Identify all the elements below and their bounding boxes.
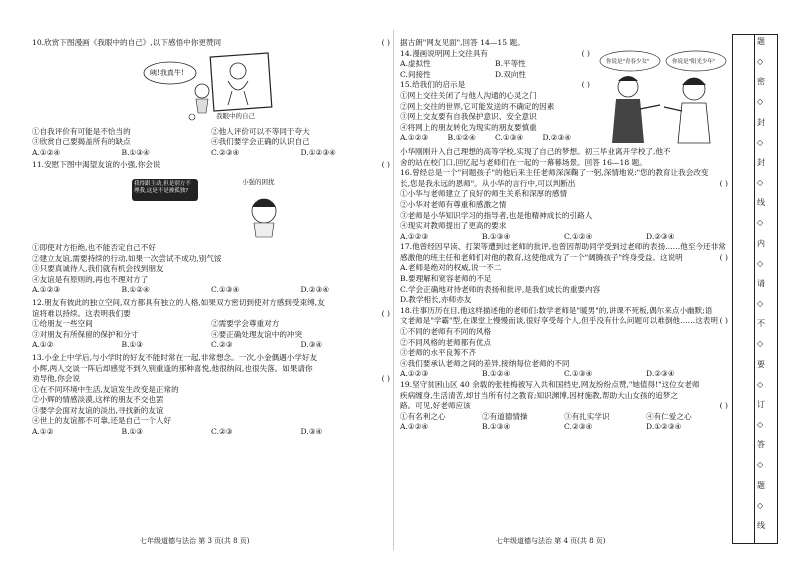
seal-diamond: ◇	[757, 460, 764, 470]
option-a: A.①②③	[400, 231, 429, 241]
answer-parentheses: ( )	[381, 308, 390, 318]
question-18-cont	[400, 316, 728, 327]
question-stem: 感激他的班主任和老师们对他的教育,这使他成为了一个"阔腾孩子"终身受益。这说明	[400, 252, 683, 262]
statement-1: ①小华与老师建立了良好的师生关系和深厚的感情	[400, 189, 568, 199]
answer-parentheses: ( )	[719, 178, 728, 188]
statement-4: ④我们要学会正确的认识自己	[211, 137, 310, 147]
option-a: A.①②	[32, 427, 54, 437]
seal-diamond: ◇	[757, 379, 764, 389]
option-row	[400, 232, 728, 243]
question-stem: 10.欣赏下图漫画《我眼中的自己》,以下感悟中你更赞同	[32, 38, 222, 47]
option-b: B.①③	[121, 427, 144, 437]
answer-parentheses: ( )	[381, 160, 390, 170]
option-b: B.①③④	[482, 422, 511, 432]
cartoon-drawing	[32, 173, 390, 239]
seal-char: 订	[757, 399, 765, 409]
passage-line-2: 舍的站在校门口,回忆起与老师们在一起的一幕幕场景。回答 16—18 题。	[400, 157, 647, 167]
statement-1: ①在不同环境中生活,友谊发生改变是正常的	[32, 384, 179, 394]
statement-4: ④将网上的朋友转化为现实的朋友要慎重	[400, 122, 537, 132]
option-b: B.要理解和宽容老师的不足	[400, 274, 492, 284]
seal-char: 题	[757, 37, 765, 46]
question-12-cont	[32, 309, 390, 320]
option-c: C.②③④	[211, 147, 240, 157]
right-column	[400, 38, 728, 433]
cartoon-caption: 我眼中的自己	[216, 111, 255, 120]
statement-1: ①给朋友一些空间	[32, 319, 93, 329]
statement-3: ③欣赏自己要揭盖所有的缺点	[32, 137, 131, 147]
option-d: D.①②③④	[300, 147, 336, 157]
cartoon-drawing	[32, 51, 390, 123]
option-c: C.①③④	[211, 285, 240, 295]
seal-divider-line	[754, 35, 755, 543]
seal-diamond: ◇	[757, 500, 764, 510]
cartoon-bubble-left: 你说是"青春少女"	[606, 58, 650, 65]
statement-row	[32, 330, 390, 341]
statement-2: ②不同风格的老师都有优点	[400, 337, 492, 347]
question-stem: 谊将难以持续。这表明我们要	[32, 308, 131, 318]
statement-1: ①不同的老师有不同的风格	[400, 327, 492, 337]
cartoon-self-image	[32, 51, 390, 123]
option-c: C.②③④	[564, 422, 593, 432]
cartoon-bubble-text: 我得跟主动,但是别方不理我,这是不是被孤独?	[134, 180, 191, 194]
option-row	[400, 422, 728, 433]
option-a: A.①②	[32, 340, 54, 350]
option-b: B.①②④	[121, 285, 150, 295]
statement-1: ①有名利之心	[400, 411, 446, 421]
statement-2: ②有道德情操	[482, 411, 528, 421]
statement-row	[400, 412, 728, 423]
option-row	[400, 369, 728, 380]
statement-3: ③只要真诚待人,我们就有机会找到朋友	[32, 264, 164, 274]
option-c: C.间接性	[400, 69, 431, 79]
page-footer-right: 七年级道德与法治 第 4 页(共 8 页)	[496, 537, 606, 545]
option-row	[32, 427, 390, 438]
statement-2: ②他人评价可以不等同于夸大	[211, 126, 310, 136]
option-d: D.③④	[300, 340, 323, 350]
question-13-cont	[32, 374, 390, 385]
statement-3: ③老师的水平良莠不齐	[400, 348, 476, 358]
question-stem: 长,您是我永远的恩师"。从小华的言行中,可以判断出	[400, 178, 576, 188]
seal-diamond: ◇	[757, 178, 764, 188]
passage-line-1: 小华刚刚升入自己理想的高等学校,实现了自己的梦想。初三毕业离开学校了,他不	[400, 146, 671, 156]
intro-text: 据古朗"网友见面",回答 14—15 题。	[400, 38, 525, 47]
statement-3: ③有扎实学识	[564, 411, 610, 421]
cartoon-bubble-right: 你说是"阳光少年"	[672, 58, 716, 65]
option-b: B.①②④	[447, 133, 476, 143]
option-d: D.②③④	[646, 369, 675, 379]
question-19-cont	[400, 401, 728, 412]
statement-2: ②网上交往的世界,它可能发送的不确定的因素	[400, 101, 555, 111]
seal-char: 不	[757, 319, 765, 329]
question-stem: 路。可见,好老师应该	[400, 401, 471, 411]
question-12: 12.朋友有彼此的独立空间,双方都具有独立的人格,如果双方密切到使对方感到受束缚,友	[32, 297, 325, 307]
seal-char: 要	[757, 359, 765, 369]
seal-char: 线	[757, 520, 765, 530]
seal-diamond: ◇	[757, 258, 764, 268]
option-row	[32, 285, 390, 296]
seal-diamond: ◇	[757, 420, 764, 430]
option-a: A.老师是绝对的权威,说一不二	[400, 263, 502, 273]
option-a: A.①②③	[32, 285, 61, 295]
statement-2: ②建立友谊,需要持续的行动,如果一次尝试不成功,别气馁	[32, 253, 222, 263]
option-d: D.教学相长,亦师亦友	[400, 295, 472, 305]
question-14	[400, 49, 590, 60]
question-11	[32, 160, 390, 171]
statement-4: ④有仁爱之心	[646, 411, 692, 421]
statement-3: ③要学会面对友谊的淡出,寻找新的友谊	[32, 405, 164, 415]
statement-4: ④世上的友谊都不可靠,还是自己一个人好	[32, 416, 172, 426]
statement-row	[32, 137, 390, 148]
statement-3: ③对朋友有所保留的保护和分寸	[32, 329, 139, 339]
option-b: B.平等性	[495, 59, 526, 69]
cartoon-xiaoqiang	[32, 173, 390, 239]
seal-strip	[732, 34, 778, 544]
left-column	[32, 38, 390, 438]
question-13: 13.小金上中学后,与小学时的好友不能时常在一起,非常想念。一次,小金偶遇小学好友	[32, 352, 318, 362]
seal-char: 请	[757, 278, 765, 288]
option-b: B.①③④	[121, 147, 150, 157]
cartoon-netfriends	[598, 47, 728, 147]
question-16-cont	[400, 179, 728, 190]
statement-2: ②小辉的情感淡漠,这样的朋友不交也罢	[32, 395, 164, 405]
question-10	[32, 38, 390, 49]
option-a: A.虚拟性	[400, 59, 431, 69]
seal-char: 密	[757, 77, 765, 87]
question-stem: 文老师是"学霸"型,在课堂上慢慢而谈,很好享受每个人,但乎没有什么问题可以难倒他……这表明	[400, 316, 718, 326]
answer-parentheses: ( )	[381, 38, 390, 47]
seal-char: 答	[757, 440, 765, 450]
statement-1: ①自我评价有可能是不恰当的	[32, 126, 131, 136]
question-17-cont	[400, 253, 728, 264]
question-18: 18.往事历历在目,他这样描述他的老师们:数学老师是"暖男"的,讲课不死板,偶尔来点小幽默;语	[400, 305, 713, 315]
statement-row	[32, 127, 390, 138]
question-stem: 15.给我们的启示是	[400, 80, 466, 90]
cartoon-bubble-text: 咦!我真牛!	[150, 68, 184, 77]
option-row	[400, 70, 590, 81]
question-15	[400, 80, 590, 91]
seal-diamond: ◇	[757, 137, 764, 147]
answer-parentheses: ( )	[719, 401, 728, 411]
option-b: B.①③	[121, 340, 144, 350]
option-c: C.①③④	[495, 133, 524, 143]
seal-char: 题	[757, 480, 765, 490]
seal-char: 线	[757, 198, 765, 208]
statement-4: ④我们要承认老师之间的差异,接纳每位老师的不同	[400, 358, 570, 368]
column-divider	[393, 30, 394, 550]
option-d: D.③④	[300, 427, 323, 437]
answer-parentheses: ( )	[719, 316, 728, 326]
seal-diamond: ◇	[757, 57, 764, 67]
option-d: D.②③④	[542, 133, 572, 143]
answer-parentheses: ( )	[381, 374, 390, 384]
answer-parentheses: ( )	[581, 80, 590, 90]
option-c: C.①③④	[564, 369, 593, 379]
option-c: C.②③	[211, 427, 233, 437]
option-c: C.①②④	[564, 231, 593, 241]
option-d: D.①②③④	[646, 422, 682, 432]
option-b: B.①③④	[482, 231, 511, 241]
seal-char: 封	[757, 157, 765, 167]
statement-1: ①网上交往关闭了与他人沟通的心灵之门	[400, 90, 537, 100]
question-19: 19.坚守贫困山区 40 余载的张桂梅被写入共和国档史,网友纷纷点赞,"她值得!"这位女老师	[400, 380, 700, 389]
statement-4: ④现实对教师提出了更高的要求	[400, 221, 507, 231]
statement-4: ④要正确处理友谊中的冲突	[211, 329, 303, 339]
question-17: 17.他曾经因早读、打架等遭到过老师的批评,也曾因帮助同学受到过老师的表扬……他至今还非常	[400, 242, 726, 252]
statement-3: ③网上交友要有自我保护意识、安全意识	[400, 112, 537, 122]
statement-1: ①即使对方拒绝,也不能否定自己不好	[32, 242, 156, 252]
question-16: 16.曾经总是一个"问题孩子"的他后来主任老师深深鞠了一躬,深情地说:"您的教育让我会改变	[400, 168, 709, 178]
statement-3: ③老师是小华知识学习的指导者,也是他精神成长的引路人	[400, 210, 593, 220]
option-row	[32, 340, 390, 351]
option-a: A.①②③	[400, 369, 429, 379]
question-stem: 11.安慰下图中渴望友谊的小强,你会说	[32, 160, 161, 170]
option-c: C.学会正确地对待老师的表扬和批评,是我们成长的重要内容	[400, 284, 601, 294]
statement-4: ④友谊是有原则的,再也不理对方了	[32, 274, 149, 284]
option-a: A.①②④	[400, 422, 429, 432]
question-19-cont: 疾病缠身,生活清苦,却甘当所有付之教育;知识渊博,因材施教,帮助大山女孩的追梦之	[400, 390, 678, 400]
option-d: D.②③④	[646, 231, 675, 241]
option-a: A.①②③	[400, 133, 429, 143]
seal-diamond: ◇	[757, 339, 764, 349]
answer-parentheses: ( )	[581, 48, 590, 58]
seal-diamond: ◇	[757, 299, 764, 309]
page-footer-left: 七年级道德与法治 第 3 页(共 8 页)	[140, 537, 250, 545]
option-b: B.①②④	[482, 369, 511, 379]
question-14-15-block	[400, 49, 728, 144]
statement-2: ②小华对老师有尊重和感激之情	[400, 199, 507, 209]
question-13-cont: 小辉,两人交谈一阵后却感觉不到久别重逢的那种喜悦,他很纳闷,也很失落。如果请你	[32, 363, 313, 373]
option-c: C.②③	[211, 340, 233, 350]
option-row	[400, 59, 590, 70]
seal-char: 封	[757, 117, 765, 127]
statement-row	[32, 319, 390, 330]
option-d: D.②③④	[300, 285, 330, 295]
question-stem: 14.漫画说明网上交往具有	[400, 48, 489, 58]
option-row	[400, 133, 590, 144]
option-a: A.①②④	[32, 147, 61, 157]
cartoon-caption: 小强的困扰	[242, 177, 275, 186]
option-row	[32, 148, 390, 159]
seal-char: 内	[757, 238, 765, 248]
answer-parentheses: ( )	[719, 252, 728, 262]
seal-diamond: ◇	[757, 218, 764, 228]
statement-2: ②需要学会尊重对方	[211, 319, 280, 329]
option-d: D.双向性	[495, 69, 527, 79]
question-stem: 劝导他,你会说	[32, 374, 80, 384]
seal-diamond: ◇	[757, 97, 764, 107]
